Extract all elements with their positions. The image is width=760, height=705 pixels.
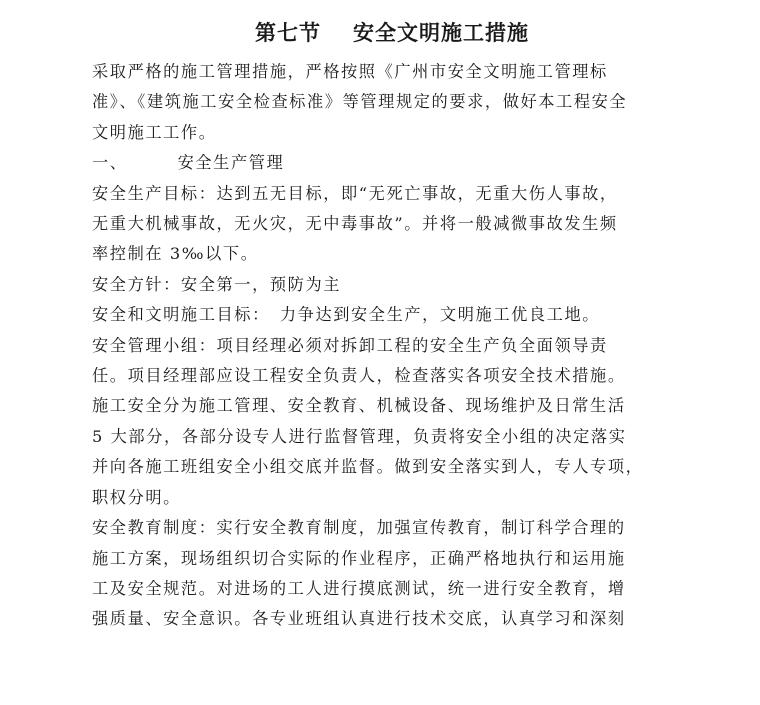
paragraph-line: 安全生产目标：达到五无目标，即“无死亡事故，无重大伤人事故， (92, 183, 618, 203)
paragraph-line: 安全教育制度：实行安全教育制度，加强宣传教育，制订科学合理的 (92, 518, 626, 538)
paragraph-line: 职权分明。 (92, 487, 181, 507)
subsection-number: 一、 (92, 153, 128, 173)
section-title-text: 安全文明施工措施 (353, 20, 529, 45)
paragraph-line: 并向各施工班组安全小组交底并监督。做到安全落实到人，专人专项， (92, 457, 644, 477)
paragraph-line: 施工方案，现场组织切合实际的作业程序，正确严格地执行和运用施 (92, 548, 626, 568)
paragraph-line: 施工安全分为施工管理、安全教育、机械设备、现场维护及日常生活 (92, 396, 626, 416)
paragraph-line: 采取严格的施工管理措施，严格按照《广州市安全文明施工管理标 (92, 62, 608, 81)
paragraph-line: 准》、《建筑施工安全检查标准》等管理规定的要求，做好本工程安全 (92, 92, 628, 112)
subsection-heading-text: 安全生产管理 (177, 153, 285, 173)
paragraph-line: 安全管理小组：项目经理必须对拆卸工程的安全生产负全面领导责 (92, 335, 608, 355)
target-label: 安全和文明施工目标： (92, 305, 270, 325)
paragraph-line: 工及安全规范。对进场的工人进行摸底测试，统一进行安全教育，增 (92, 578, 626, 598)
paragraph-line: 率控制在 3‰以下。 (92, 244, 259, 264)
paragraph-line: 无重大机械事故，无火灾，无中毒事故”。并将一般减微事故发生频 (92, 214, 618, 234)
paragraph-line: 强质量、安全意识。各专业班组认真进行技术交底，认真学习和深刻 (92, 609, 626, 629)
target-line (92, 300, 692, 330)
subsection-heading (92, 148, 692, 178)
paragraph-line: 5 大部分，各部分设专人进行监督管理，负责将安全小组的决定落实 (92, 426, 627, 446)
paragraph-line: 安全方针：安全第一，预防为主 (92, 274, 342, 294)
section-title (92, 18, 692, 48)
paragraph-line: 任。项目经理部应设工程安全负责人，检查落实各项安全技术措施。 (92, 366, 626, 386)
section-number: 第七节 (255, 20, 321, 45)
document-page (92, 18, 692, 635)
target-text: 力争达到安全生产，文明施工优良工地。 (279, 305, 601, 325)
paragraph-line: 文明施工工作。 (92, 122, 217, 142)
